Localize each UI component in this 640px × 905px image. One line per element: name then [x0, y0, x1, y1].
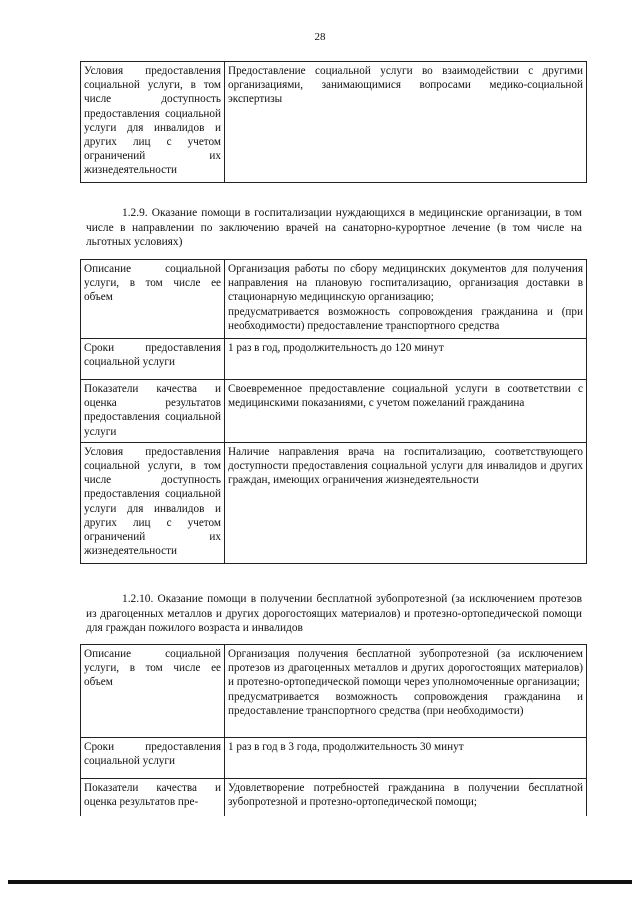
- row-label-quality: Показатели качества и оценка результатов предоставления социальной услуги: [81, 380, 225, 443]
- service-table-1-2-9: [80, 259, 587, 564]
- row-label-terms: Сроки предоставления социальной услуги: [81, 339, 225, 380]
- table-row: [81, 260, 587, 339]
- table-row: [81, 645, 587, 738]
- row-value-quality: Своевременное предоставление социальной услуги в соответствии с медицинскими показаниями, с учетом пожеланий гражданина: [225, 380, 587, 443]
- row-label-quality: Показатели качества и оценка результатов пре-: [81, 779, 225, 817]
- table-row: [81, 779, 587, 817]
- row-value-quality: Удовлетворение потребностей гражданина в получении бесплатной зубопротезной и протезно-ортопедической помощи;: [225, 779, 587, 817]
- row-value-description: Организация работы по сбору медицинских документов для получения направления на плановую госпитализацию, организация доставки в стационарную медицинскую организацию; предусматривается возможность сопровождения гражданина и (при необходимости) предоставление транспортного средства: [225, 260, 587, 339]
- row-label-description: Описание социальной услуги, в том числе ее объем: [81, 645, 225, 738]
- table-row: [81, 62, 587, 183]
- table-row: [81, 339, 587, 380]
- row-value-conditions: Наличие направления врача на госпитализацию, соответствующего доступности предоставления социальной услуги для инвалидов и других граждан, имеющих ограничения жизнедеятельности: [225, 442, 587, 563]
- row-value-description: Организация получения бесплатной зубопротезной (за исключением протезов из драгоценных металлов и других дорогостоящих материалов) и протезно-ортопедической помощи через уполномоченные организации; предусматривается возможность сопровождения гражданина и предоставление транспортного средства (при необходимости): [225, 645, 587, 738]
- row-label-conditions: Условия предоставления социальной услуги, в том числе доступность предоставления социальной услуги для инвалидов и других лиц с учетом ограничений их жизнедеятельности: [81, 442, 225, 563]
- table-row: [81, 738, 587, 779]
- row-label-description: Описание социальной услуги, в том числе ее объем: [81, 260, 225, 339]
- row-value-conditions: Предоставление социальной услуги во взаимодействии с другими организациями, занимающимися вопросами медико-социальной экспертизы: [225, 62, 587, 183]
- service-table-1-2-10: [80, 644, 587, 816]
- row-value-terms: 1 раз в год в 3 года, продолжительность 30 минут: [225, 738, 587, 779]
- section-heading-1-2-10: 1.2.10. Оказание помощи в получении бесплатной зубопротезной (за исключением протезов из драгоценных металлов и других дорогостоящих материалов) и протезно-ортопедической помощи для граждан пожилого возраста и инвалидов: [86, 593, 582, 635]
- section-heading-1-2-9: 1.2.9. Оказание помощи в госпитализации нуждающихся в медицинские организации, в том числе в направлении по заключению врачей на санаторно-курортное лечение (в том числе на льготных условиях): [86, 207, 582, 249]
- scan-bottom-rule: [8, 880, 632, 884]
- row-label-conditions: Условия предоставления социальной услуги, в том числе доступность предоставления социальной услуги для инвалидов и других лиц с учетом ограничений их жизнедеятельности: [81, 62, 225, 183]
- row-label-terms: Сроки предоставления социальной услуги: [81, 738, 225, 779]
- table-row: [81, 380, 587, 443]
- service-table-continued: [80, 61, 587, 183]
- row-value-terms: 1 раз в год, продолжительность до 120 минут: [225, 339, 587, 380]
- page-number: 28: [314, 31, 326, 43]
- table-row: [81, 442, 587, 563]
